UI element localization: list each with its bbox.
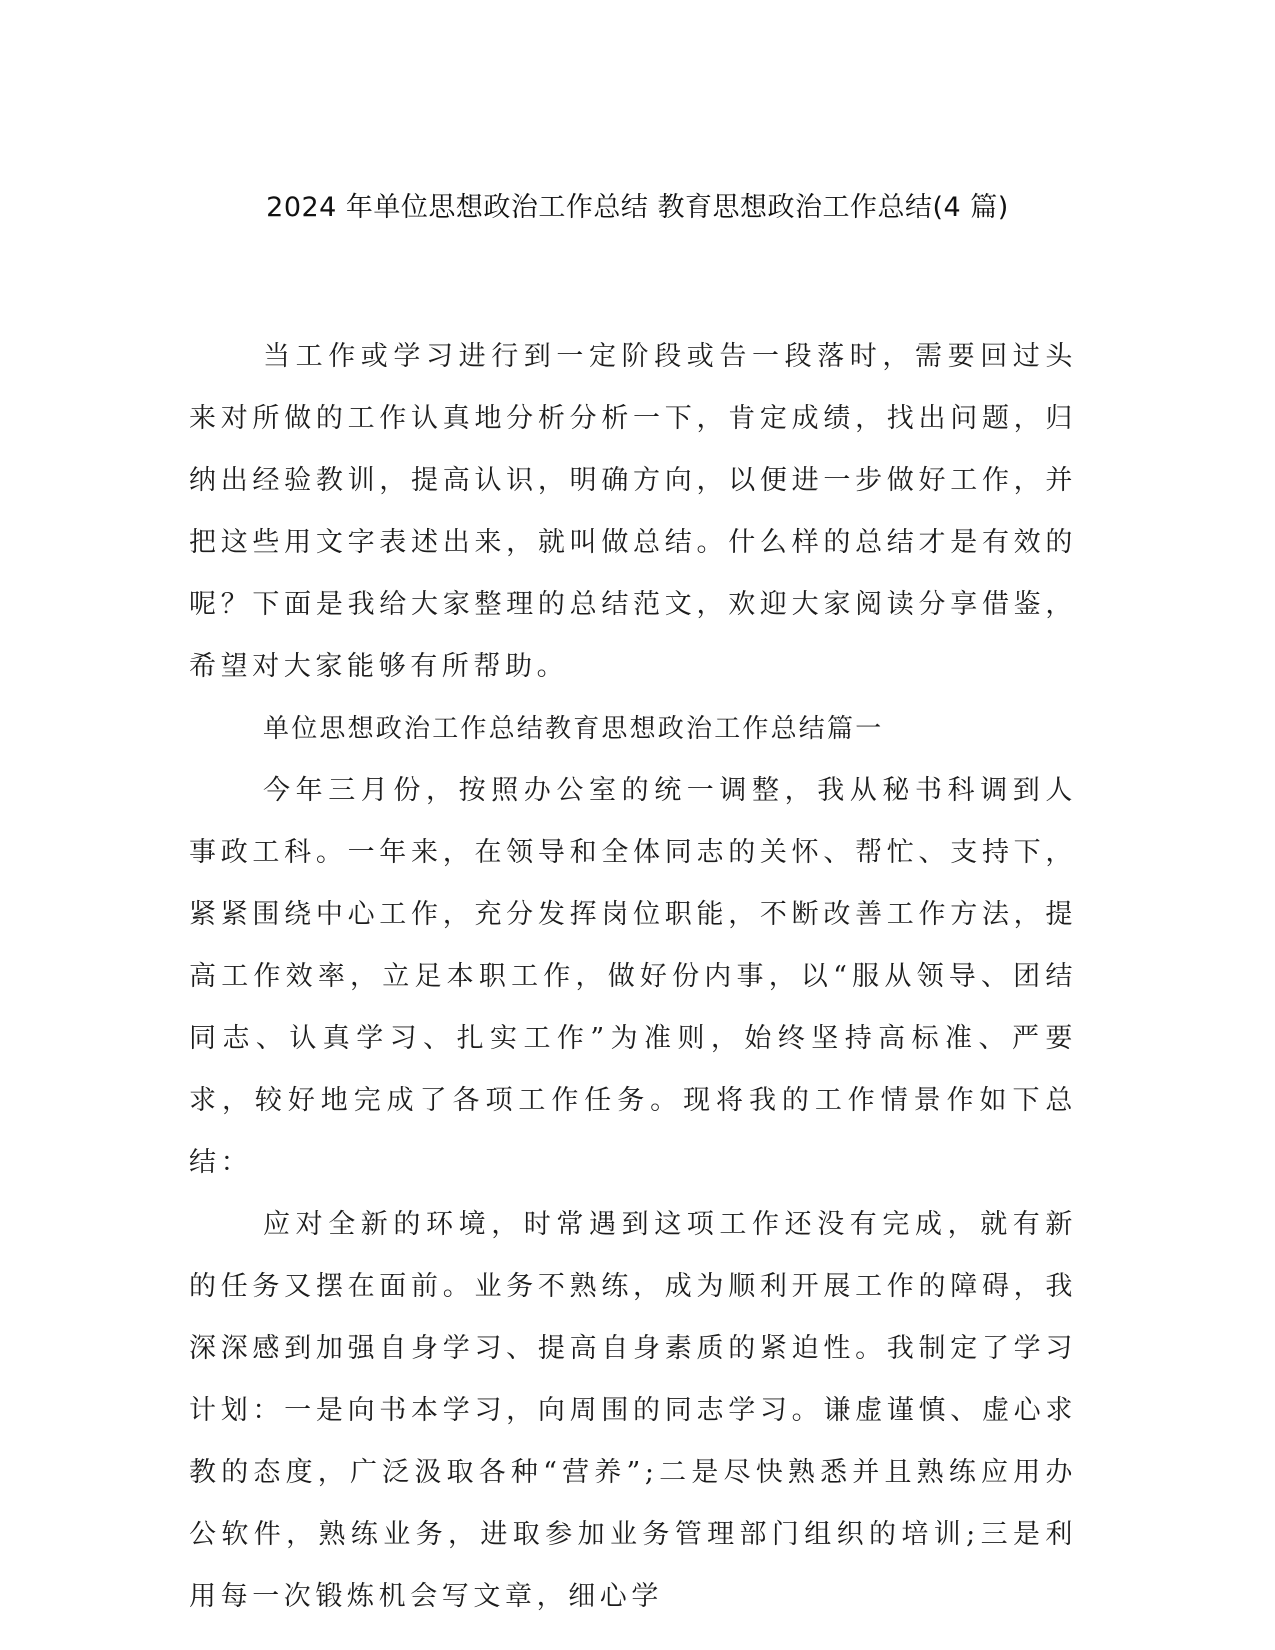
document-body <box>189 326 1077 1628</box>
body-paragraph-1: 今年三月份，按照办公室的统一调整，我从秘书科调到人事政工科。一年来，在领导和全体同志的关怀、帮忙、支持下，紧紧围绕中心工作，充分发挥岗位职能，不断改善工作方法，提高工作效率，立足本职工作，做好份内事，以“服从领导、团结同志、认真学习、扎实工作”为准则，始终坚持高标准、严要求，较好地完成了各项工作任务。现将我的工作情景作如下总结： <box>189 775 1077 1178</box>
intro-paragraph: 当工作或学习进行到一定阶段或告一段落时，需要回过头来对所做的工作认真地分析分析一下，肯定成绩，找出问题，归纳出经验教训，提高认识，明确方向，以便进一步做好工作，并把这些用文字表述出来，就叫做总结。什么样的总结才是有效的呢？下面是我给大家整理的总结范文，欢迎大家阅读分享借鉴，希望对大家能够有所帮助。 <box>189 341 1077 682</box>
section-heading: 单位思想政治工作总结教育思想政治工作总结篇一 <box>263 714 884 744</box>
document-title: 2024 年单位思想政治工作总结 教育思想政治工作总结(4 篇) <box>266 192 1009 223</box>
body-paragraph-2: 应对全新的环境，时常遇到这项工作还没有完成，就有新的任务又摆在面前。业务不熟练，成为顺利开展工作的障碍，我深深感到加强自身学习、提高自身素质的紧迫性。我制定了学习计划：一是向书本学习，向周围的同志学习。谦虚谨慎、虚心求教的态度，广泛汲取各种“营养”;二是尽快熟悉并且熟练应用办公软件，熟练业务，进取参加业务管理部门组织的培训;三是利用每一次锻炼机会写文章，细心学 <box>189 1209 1077 1612</box>
